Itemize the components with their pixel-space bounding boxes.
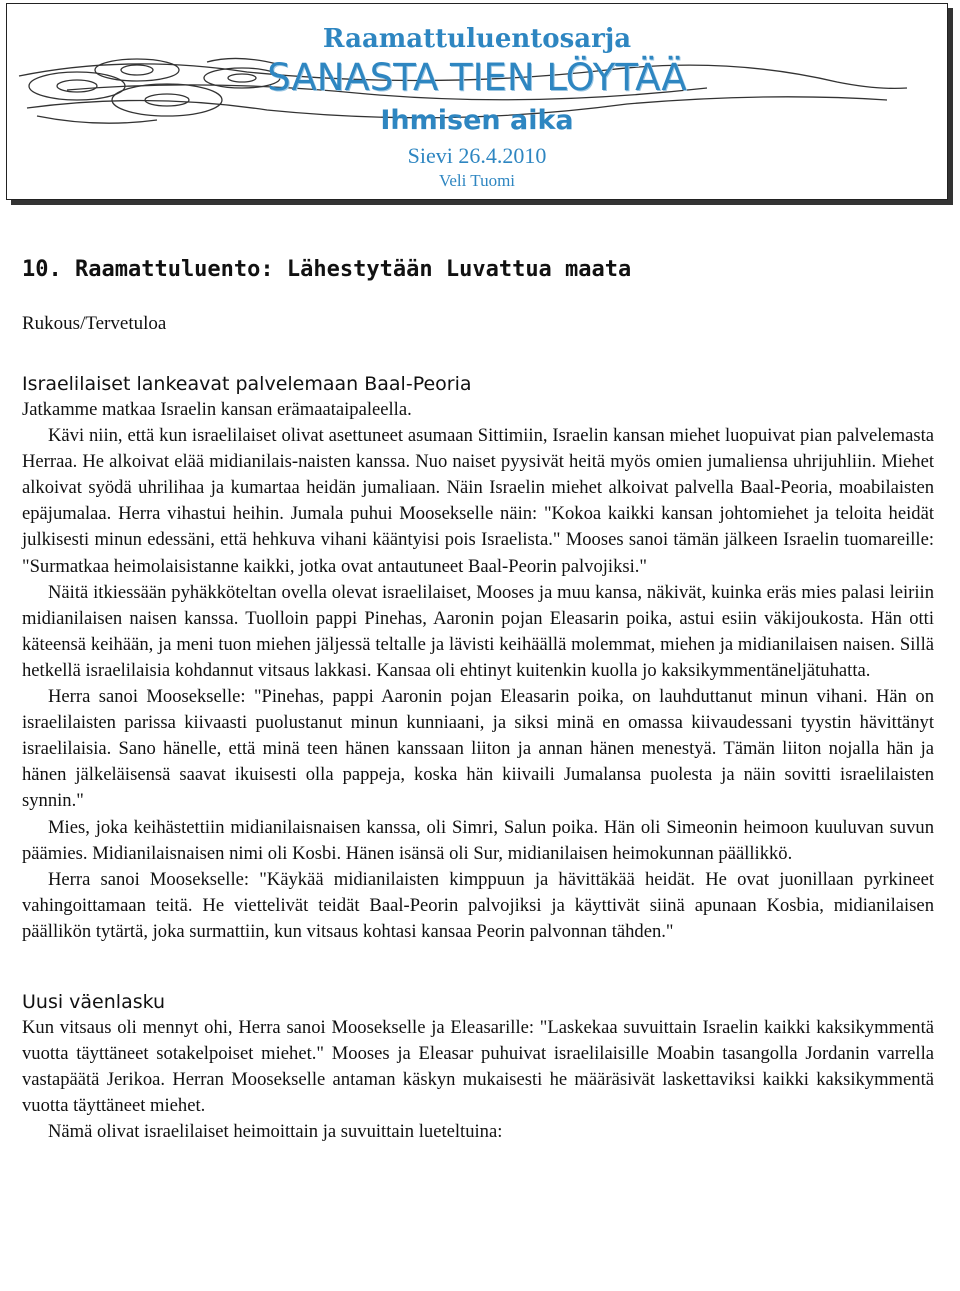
paragraph: Herra sanoi Moosekselle: "Käykää midianilaisten kimppuun ja hävittäkää heidät. He ovat juonillaan pyrkineet vahingoittamaan teitä. He viettelivät teidät Baal-Peorin palvojiksi ja käyttivät siinä apunaan Kosbia, midianilaisen päällikön tytärtä, joka surmattiin, kun vitsaus kohtasi kansaa Peorin palvonnan tähden." xyxy=(22,868,934,942)
subtitle: Ihmisen aika xyxy=(380,105,574,136)
author: Veli Tuomi xyxy=(438,171,516,190)
paragraph: Kävi niin, että kun israelilaiset olivat asettuneet asumaan Sittimiin, Israelin kansan miehet luopuivat pian palvelemasta Herraa. He alkoivat elää midianilais-naisten kanssa. Nuo naiset pyysivät heitä myös omien jumaliensa uhrijuhliin. Miehet alkoivat syödä uhrilihaa ja kumartaa heidän jumaliaan. Näin Israelin miehet alkoivat palvella Baal-Peoria, moabilaisten epäjumalaa. Herra vihastui heihin. Jumala puhui Moosekselle näin: "Kokoa kaikki kansan johtomiehet ja teloita heidät julkisesti minun edessäni, että hehkuva vihani kääntyisi pois Israelista." Mooses sanoi tämän jälkeen Israelin tuomareille: "Surmatkaa heimolaisistanne kaikki, jotka ovat antautuneet Baal-Peorin palvojiksi." xyxy=(22,425,934,577)
paragraph: Herra sanoi Moosekselle: "Pinehas, pappi Aaronin pojan Eleasarin poika, on lauhduttanut minun vihani. Hän on israelilaisten parissa kiivaasti puolustanut minun kunniaani, ja siksi minä en omassa kiivaudessani tyystin hävittänyt israelilaisia. Sano hänelle, että minä teen hänen kanssaan liiton ja annan hänen menestyä. Tämän liiton nojalla hän ja hänen jälkeläisensä saavat ikuisesti olla pappeja, koska hän kiivaili Jumalansa puolesta ja näin sovitti israelilaisten synnin." xyxy=(22,686,934,812)
header-banner xyxy=(6,3,948,200)
series-title: Raamattuluentosarja xyxy=(322,24,632,54)
section-heading: Uusi väenlasku xyxy=(22,990,166,1013)
document-body xyxy=(22,255,934,1145)
paragraph: Näitä itkiessään pyhäkköteltan ovella olevat israelilaiset, Mooses ja muu kansa, näkivät, kuinka eräs mies palasi leiriin midianilaisen naisen kanssa. Tuolloin pappi Pinehas, Aaronin pojan Eleasarin poika, astui esiin väkijoukosta. Hän otti käteensä keihään, ja meni tuon miehen jäljessä teltalle ja lävisti keihäällä molemmat, miehen ja midianilaisen naisen. Sillä hetkellä israelilaisia kohdannut vitsaus lakkasi. Kansaa oli ehtinyt kuitenkin kuolla jo kaksikymmentäneljätuhatta. xyxy=(22,581,934,681)
main-title: SANASTA TIEN LÖYTÄÄ xyxy=(267,56,687,99)
paragraph: Nämä olivat israelilaiset heimoittain ja suvuittain lueteltuina: xyxy=(48,1121,503,1143)
place-date: Sievi 26.4.2010 xyxy=(407,143,547,168)
paragraph: Mies, joka keihästettiin midianilaisnaisen kanssa, oli Simri, Salun poika. Hän oli Simeonin heimoon kuuluvan suvun päämies. Midianilaisnaisen nimi oli Kosbi. Hänen isänsä oli Sur, midianilaisen heimokunnan päällikkö. xyxy=(22,816,934,864)
lecture-title: 10. Raamattuluento: Lähestytään Luvattua maata xyxy=(22,257,632,282)
section-heading: Israelilaiset lankeavat palvelemaan Baal-Peoria xyxy=(22,373,472,395)
prayer-line: Rukous/Tervetuloa xyxy=(22,313,167,334)
paragraph: Jatkamme matkaa Israelin kansan erämaataipaleella. xyxy=(22,399,412,420)
paragraph: Kun vitsaus oli mennyt ohi, Herra sanoi Moosekselle ja Eleasarille: "Laskekaa suvuittain Israelin kaikki kaksikymmentä vuotta täyttäneet sotakelpoiset miehet." Mooses ja Eleasar puhuivat israelilaisille Moabin tasangolla Jordanin varrella vastapäätä Jerikoa. Herran Moosekselle antaman käskyn mukaisesti he määräsivät laskettaviksi kaikki kaksikymmentä vuotta täyttäneet miehet. xyxy=(22,1016,934,1117)
